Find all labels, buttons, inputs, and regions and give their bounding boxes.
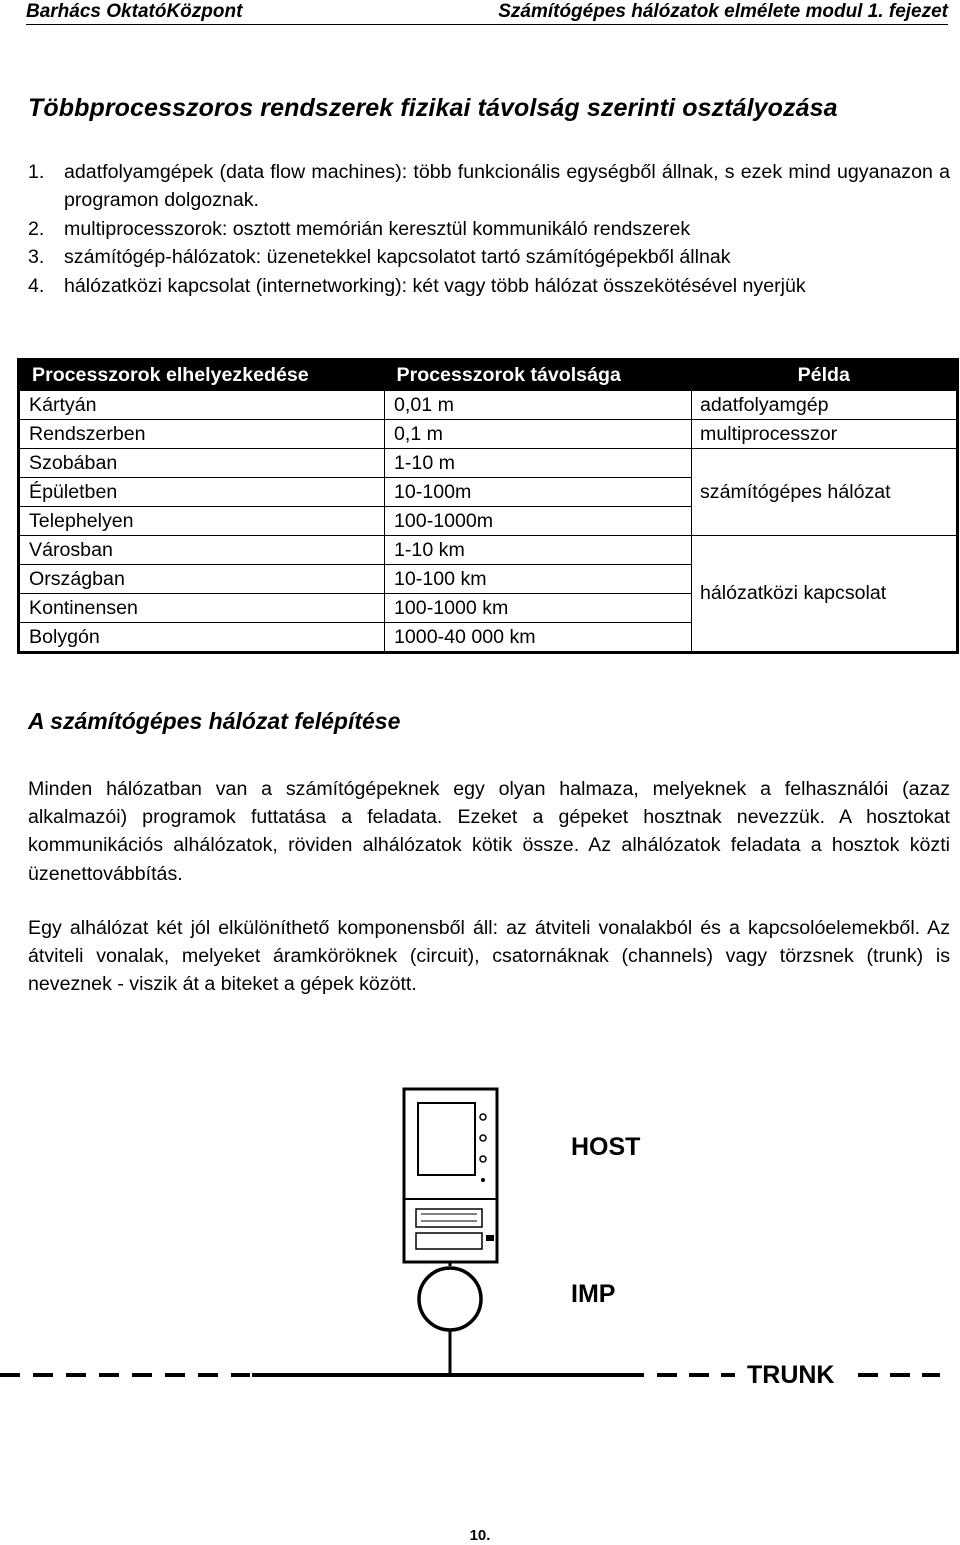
table-row — [19, 536, 958, 565]
list-text: számítógép-hálózatok: üzenetekkel kapcsolatot tartó számítógépekből állnak — [64, 246, 731, 269]
computer-icon — [404, 1089, 497, 1262]
header-cell-location: Processzorok elhelyezkedése — [19, 360, 385, 391]
cell-location: Épületben — [19, 478, 385, 507]
table-row — [19, 449, 958, 478]
table-row — [19, 391, 958, 420]
list-item — [28, 215, 950, 243]
header-rule — [26, 24, 948, 25]
list-text: multiprocesszorok: osztott memórián keresztül kommunikáló rendszerek — [64, 217, 691, 240]
trunk-label: TRUNK — [747, 1361, 835, 1389]
list-number: 4. — [28, 274, 45, 297]
host-label: HOST — [571, 1133, 641, 1161]
cell-location: Bolygón — [19, 623, 385, 653]
cell-location: Országban — [19, 565, 385, 594]
cell-distance: 10-100 km — [385, 565, 692, 594]
cell-distance: 100-1000 km — [385, 594, 692, 623]
list-number: 2. — [28, 217, 45, 240]
imp-label: IMP — [571, 1280, 616, 1308]
cell-distance: 100-1000m — [385, 507, 692, 536]
header-left: Barhács OktatóKözpont — [26, 1, 243, 22]
processor-distance-table — [17, 358, 959, 654]
cell-location: Szobában — [19, 449, 385, 478]
classification-list — [28, 158, 950, 300]
section-title-classification: Többprocesszoros rendszerek fizikai távolság szerinti osztályozása — [28, 94, 838, 122]
list-text: adatfolyamgépek (data flow machines): több funkcionális egységből állnak, s ezek mind ugyanazon a programon dolgoznak. — [64, 161, 950, 212]
section-title-structure: A számítógépes hálózat felépítése — [28, 708, 401, 734]
cell-location: Rendszerben — [19, 420, 385, 449]
cell-distance: 1-10 m — [385, 449, 692, 478]
cell-distance: 0,1 m — [385, 420, 692, 449]
cell-location: Városban — [19, 536, 385, 565]
header-right: Számítógépes hálózatok elmélete modul 1. fejezet — [498, 1, 948, 22]
cell-location: Kártyán — [19, 391, 385, 420]
cell-distance: 1000-40 000 km — [385, 623, 692, 653]
paragraph-subnet: Egy alhálózat két jól elkülöníthető komponensből áll: az átviteli vonalakból és a kapcsolóelemekből. Az átviteli vonalak, melyeket áramköröknek (circuit), csatornáknak (channels) vagy törzsnek (trunk) is neveznek - viszik át a biteket a gépek között. — [28, 917, 950, 996]
cell-distance: 1-10 km — [385, 536, 692, 565]
list-item — [28, 243, 950, 271]
page-number: 10. — [469, 1527, 491, 1544]
cell-distance: 0,01 m — [385, 391, 692, 420]
imp-node — [419, 1268, 481, 1330]
list-item — [28, 272, 950, 300]
cell-location: Telephelyen — [19, 507, 385, 536]
paragraph-hosts: Minden hálózatban van a számítógépeknek egy olyan halmaza, melyeknek a felhasználói (azaz alkalmazói) programok futtatása a feladata. Ezeket a gépeket hosztnak nevezzük. A hosztokat kommunikációs alhálózatok, röviden alhálózatok kötik össze. Az alhálózatok feladata a hosztok közti üzenettovábbítás. — [28, 778, 950, 885]
header-cell-distance: Processzorok távolsága — [385, 360, 692, 391]
table-header-row — [19, 360, 958, 391]
host-imp-diagram — [0, 1025, 960, 1545]
cell-distance: 10-100m — [385, 478, 692, 507]
cell-example: adatfolyamgép — [692, 391, 958, 420]
table-row — [19, 420, 958, 449]
header-cell-example: Példa — [692, 360, 958, 391]
cell-example: multiprocesszor — [692, 420, 958, 449]
cell-example: számítógépes hálózat — [692, 449, 958, 536]
list-number: 3. — [28, 246, 45, 269]
list-text: hálózatközi kapcsolat (internetworking): két vagy több hálózat összekötésével nyerjük — [64, 274, 806, 297]
cell-location: Kontinensen — [19, 594, 385, 623]
cell-example: hálózatközi kapcsolat — [692, 536, 958, 653]
list-item — [28, 158, 950, 215]
list-number: 1. — [28, 161, 45, 183]
